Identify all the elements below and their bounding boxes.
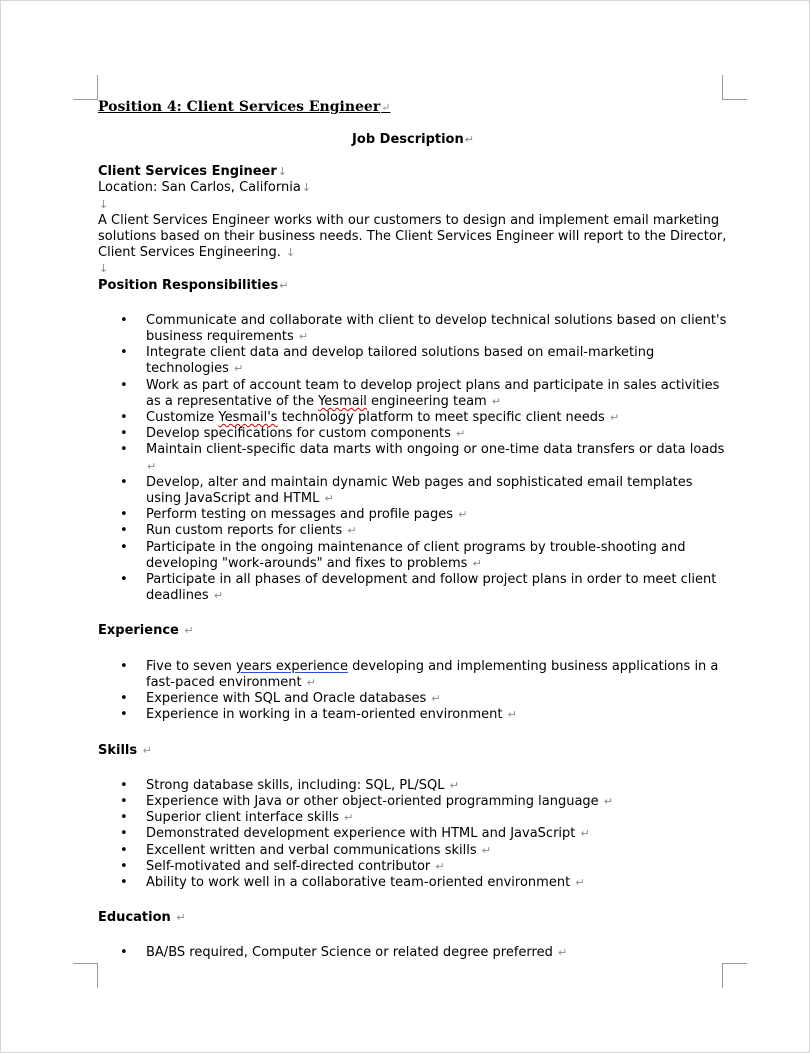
list-item: • Develop specifications for custom components ↵	[98, 426, 728, 442]
list-item: • Run custom reports for clients ↵	[98, 523, 728, 539]
list-item: • Develop, alter and maintain dynamic Web pages and sophisticated email templates using JavaScript and HTML ↵	[98, 475, 728, 507]
list-item: • Superior client interface skills ↵	[98, 810, 728, 826]
list-item: • Perform testing on messages and profile pages ↵	[98, 507, 728, 523]
list-item: • Strong database skills, including: SQL, PL/SQL ↵	[98, 778, 728, 794]
document-body[interactable]	[98, 98, 728, 962]
margin-corner-bottom-left	[73, 963, 98, 988]
list-item: • Excellent written and verbal communications skills ↵	[98, 843, 728, 859]
list-item: • Self-motivated and self-directed contributor ↵	[98, 859, 728, 875]
margin-corner-top-left	[73, 75, 98, 100]
education-heading: Education ↵	[98, 910, 186, 926]
location-line: Location: San Carlos, California↓	[98, 180, 312, 196]
list-item: • Participate in all phases of development and follow project plans in order to meet client deadlines ↵	[98, 572, 728, 604]
education-list	[98, 945, 728, 961]
blank-line: ↓	[99, 262, 109, 276]
experience-list	[98, 659, 728, 724]
margin-corner-top-right	[722, 75, 747, 100]
list-item: • Maintain client-specific data marts with ongoing or one-time data transfers or data loads ↵	[98, 442, 728, 474]
list-item: • Participate in the ongoing maintenance of client programs by trouble-shooting and developing "work-arounds" and fixes to problems ↵	[98, 540, 728, 572]
list-item: • Communicate and collaborate with client to develop technical solutions based on client's business requirements ↵	[98, 313, 728, 345]
list-item: • Experience in working in a team-oriented environment ↵	[98, 707, 728, 723]
margin-corner-bottom-right	[722, 963, 747, 988]
skills-list	[98, 778, 728, 891]
role-heading: Client Services Engineer↓	[98, 164, 287, 180]
intro-paragraph: A Client Services Engineer works with our customers to design and implement email marketing solutions based on their business needs. The Client Services Engineer will report to the Director, Client Services Engineering. ↓	[98, 212, 727, 261]
list-item: • BA/BS required, Computer Science or related degree preferred ↵	[98, 945, 728, 961]
responsibilities-heading: Position Responsibilities↵	[98, 277, 289, 293]
blank-line: ↓	[99, 197, 109, 211]
skills-heading: Skills ↵	[98, 742, 152, 758]
list-item: • Integrate client data and develop tailored solutions based on email-marketing technologies ↵	[98, 345, 728, 377]
list-item: • Work as part of account team to develop project plans and participate in sales activities as a representative of the Yesmail engineering team ↵	[98, 378, 728, 410]
responsibilities-list	[98, 313, 728, 605]
job-description-heading: Job Description↵	[352, 132, 474, 147]
list-item: • Ability to work well in a collaborative team-oriented environment ↵	[98, 875, 728, 891]
list-item: • Experience with SQL and Oracle databases ↵	[98, 691, 728, 707]
list-item: • Customize Yesmail's technology platform to meet specific client needs ↵	[98, 410, 728, 426]
experience-heading: Experience ↵	[98, 623, 194, 639]
page-title: Position 4: Client Services Engineer↵	[98, 99, 391, 115]
list-item: • Five to seven years experience developing and implementing business applications in a fast-paced environment ↵	[98, 659, 728, 691]
list-item: • Demonstrated development experience with HTML and JavaScript ↵	[98, 826, 728, 842]
list-item: • Experience with Java or other object-oriented programming language ↵	[98, 794, 728, 810]
